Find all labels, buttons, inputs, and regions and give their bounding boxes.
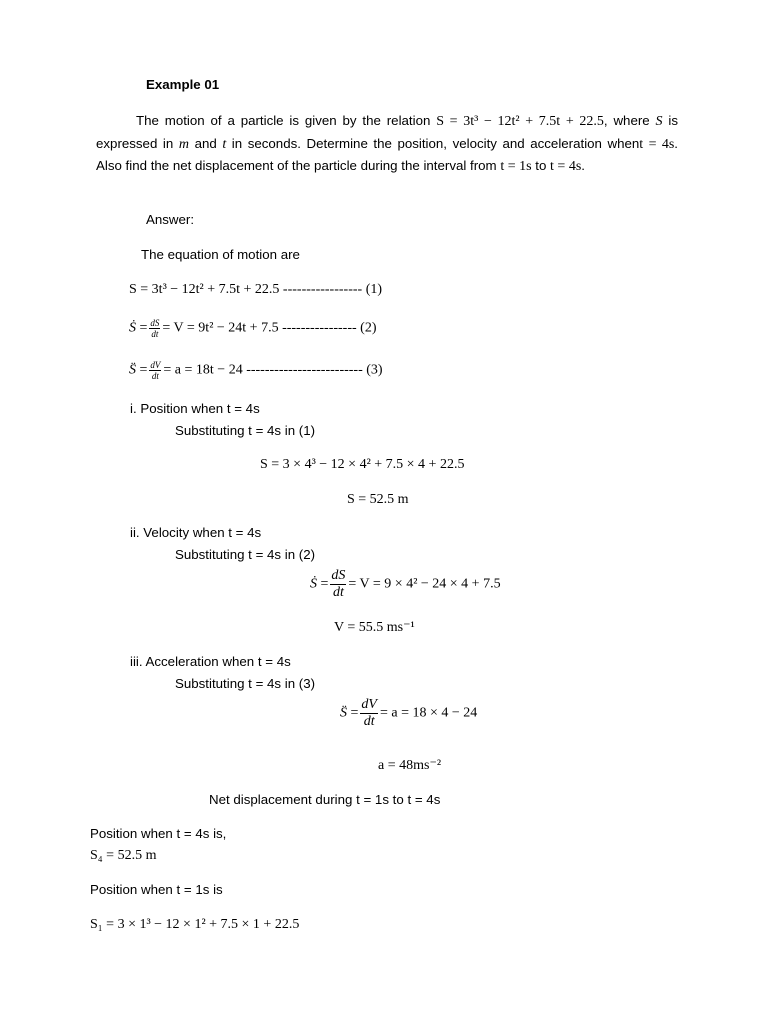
position-t1-label: Position when t = 1s is <box>90 882 223 897</box>
velocity-calculation: Ṡ = $\frac{dS}{dt}$ = V = 9 × 4² − 24 × 4 + 7.5 <box>310 568 501 600</box>
velocity-result: V = 55.5 ms⁻¹ <box>334 620 415 635</box>
example-heading: Example 01 <box>146 77 220 92</box>
equation-3: S̈ = $\frac{dV}{dt}$ = a = 18t − 24 ------------------------- (3) <box>129 360 383 381</box>
equation-intro: The equation of motion are <box>141 247 300 262</box>
acceleration-calculation: S̈ = $\frac{dV}{dt}$ = a = 18 × 4 − 24 <box>340 697 478 729</box>
position-result: S = 52.5 m <box>347 492 409 507</box>
position-t4-value: S₄ = 52.5 m <box>90 848 157 863</box>
equation-2: Ṡ = $\frac{dS}{dt}$ = V = 9t² − 24t + 7.5 ---------------- (2) <box>129 318 377 339</box>
net-displacement-title: Net displacement during t = 1s to t = 4s <box>209 792 441 807</box>
position-t1-calculation: S₁ = 3 × 1³ − 12 × 1² + 7.5 × 1 + 22.5 <box>90 917 300 932</box>
acceleration-title: iii. Acceleration when t = 4s <box>130 654 291 669</box>
equation-1: S = 3t³ − 12t² + 7.5t + 22.5 ----------------- (1) <box>129 282 383 297</box>
velocity-title: ii. Velocity when t = 4s <box>130 525 262 540</box>
position-substitution: Substituting t = 4s in (1) <box>175 423 316 438</box>
position-title: i. Position when t = 4s <box>130 401 260 416</box>
motion-equation: S = 3t³ − 12t² + 7.5t + 22.5 <box>436 114 604 129</box>
acceleration-substitution: Substituting t = 4s in (3) <box>175 676 316 691</box>
problem-statement: The motion of a particle is given by the relation S = 3t³ − 12t² + 7.5t + 22.5, where S is expressed in m and t in seconds. Determine the position, velocity and acceleration whent = 4s. Also find the net displacement of the particle during the interval from t = 1s to t = 4s. <box>96 113 678 174</box>
velocity-substitution: Substituting t = 4s in (2) <box>175 547 316 562</box>
answer-label: Answer: <box>146 212 195 227</box>
acceleration-result: a = 48ms⁻² <box>378 758 442 773</box>
position-t4-label: Position when t = 4s is, <box>90 826 227 841</box>
position-calculation: S = 3 × 4³ − 12 × 4² + 7.5 × 4 + 22.5 <box>260 457 465 472</box>
